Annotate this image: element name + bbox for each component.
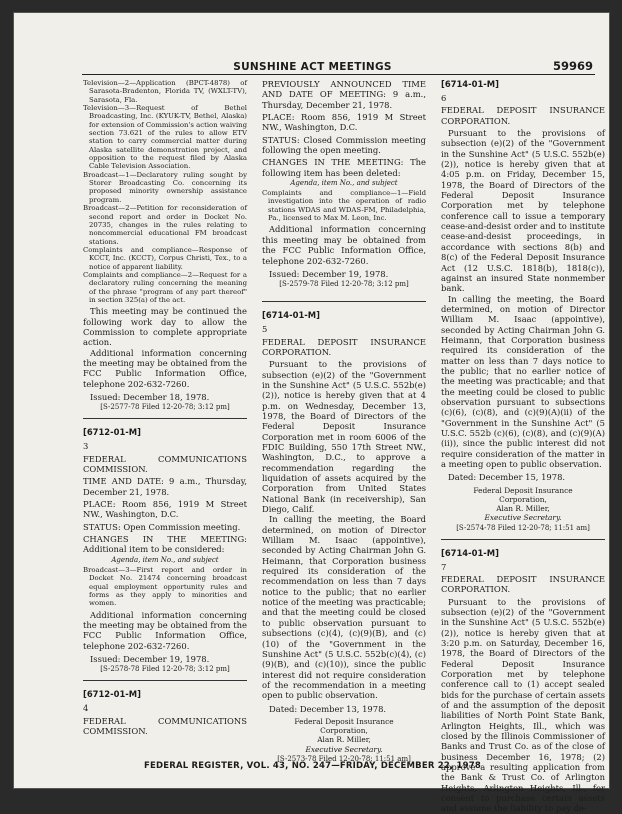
agency-word: COMMISSION. <box>83 725 148 736</box>
info-paragraph: Additional information concerning the meeting may be obtained from the FCC Public Information Office, telephone 202-632-7260. <box>83 609 247 651</box>
page-footer: FEDERAL REGISTER, VOL. 43, NO. 247—FRIDAY, DECEMBER 22, 1978 <box>143 761 482 771</box>
signature-block <box>441 486 605 523</box>
issued-date: Issued: December 18, 1978. <box>90 392 210 403</box>
agency-name: FEDERAL DEPOSIT INSURANCE CORPORATION. <box>441 573 605 595</box>
agenda-heading: Agenda, item No., and subject <box>111 555 219 564</box>
notice-divider <box>262 301 426 302</box>
item-number: 7 <box>441 561 447 572</box>
agenda-entry: Broadcast—1—Declaratory ruling sought by Storer Broadcasting Co. concerning its proposed minority ownership assistance program. <box>83 170 247 204</box>
agency-name <box>83 716 247 737</box>
filing-line: [S-2578-78 Filed 12-20-78; 3:12 pm] <box>100 665 230 674</box>
column-2 <box>262 79 426 764</box>
agency-name <box>83 454 247 475</box>
info-paragraph: Additional information concerning the meeting may be obtained from the FCC Public Information Office, telephone 202-632-7260. <box>83 347 247 389</box>
item-number: 3 <box>83 441 89 452</box>
column-3 <box>441 79 605 814</box>
signature-line: Corporation, <box>320 726 368 736</box>
agency-word: FEDERAL <box>83 453 126 464</box>
previous-time-and-date: PREVIOUSLY ANNOUNCED TIME AND DATE OF MEETING: 9 a.m., Thursday, December 21, 1978. <box>262 79 426 110</box>
column-1 <box>83 79 247 736</box>
notice-divider <box>441 539 605 540</box>
agenda-entry: Television—3—Request of Bethel Broadcasting, Inc. (KYUK-TV, Bethel, Alaska) for extension of Commission's action waiving section 73.621 of the rules to allow ETV station to carry commercial matter during Alaska satellite demonstration project, and opposition to the request filed by Alaska Cable Television Association. <box>83 104 247 171</box>
dated-line: Dated: December 15, 1978. <box>448 472 566 483</box>
info-paragraph: Additional information concerning this meeting may be obtained from the FCC Public Information Office, telephone 202-632-7260. <box>262 224 426 266</box>
agenda-heading: Agenda, item No., and subject <box>290 179 398 188</box>
continuation-paragraph: This meeting may be continued the following work day to allow the Commission to complete appropriate action. <box>83 306 247 348</box>
agenda-entry: Complaints and compliance—1—Field investigation into the operation of radio stations WDAS and WDAS-FM, Philadelphia, Pa., licensed to Max M. Leon, Inc. <box>262 189 426 223</box>
agenda-entry: Broadcast—2—Petition for reconsideration of second report and order in Docket No. 20735, changes in the rules relating to noncommercial educational FM broadcast stations. <box>83 204 247 246</box>
notice-paragraph: Pursuant to the provisions of subsection (e)(2) of the "Government in the Sunshine Act" (5 U.S.C. 552b(e)(2)), notice is hereby given that at 4:05 p.m. on Friday, December 15, 1978, the Board of Directors of the Federal Deposit Insurance Corporation met by telephone conference call to issue a temporary cease-and-desist order and to institute cease-and-desist proceedings, in accordance with sections 8(b) and 8(c) of the Federal Deposit Insurance Act (12 U.S.C. 1818(b), 1818(c)), against an insured State nonmember bank. <box>441 128 605 294</box>
docket-code: [6712-01-M] <box>83 689 141 700</box>
notice-divider <box>83 418 247 419</box>
agency-name: FEDERAL DEPOSIT INSURANCE CORPORATION. <box>262 336 426 357</box>
notice-paragraph: Pursuant to the provisions of subsection (e)(2) of the "Government in the Sunshine Act" (5 U.S.C. 552b(e)(2)), notice is hereby given that at 4 p.m. on Wednesday, December 13, 1978, the Board of Directors of the Federal Deposit Insurance Corporation met in room 6006 of the FDIC Building, 550 17th Street NW., Washington, D.C., to approve a recommendation regarding the liquidation of assets acquired by the Corporation from United States National Bank (in receivership), San Diego, Calif. <box>262 359 426 515</box>
filing-line: [S-2573-78 Filed 12-20-78; 11:51 am] <box>277 754 411 763</box>
notice-paragraph: Pursuant to the provisions of subsection (e)(2) of the "Government in the Sunshine Act" (5 U.S.C. 552b(e)(2)), notice is hereby given that at 3:20 p.m. on Saturday, December 16, 1978, the Board of Directors of the Federal Deposit Insurance Corporation met by telephone conference call to (1) accept sealed bids for the purchase of certain assets of and the assumption of the deposit liabilities of North Point State Bank, Arlington Heights, Ill., which was closed by the Illinois Commissioner of Banks and Trust Co. as of the close of business December 16, 1978; (2) approve a resulting application from the Bank & Trust Co. of Arlington Heights, Arlington Heights, Ill., for consent to purchase certain assets and assume the liability to pay de- <box>441 596 605 814</box>
docket-code: [6714-01-M] <box>441 547 499 558</box>
docket-code: [6714-01-M] <box>441 79 499 89</box>
section-heading: SUNSHINE ACT MEETINGS <box>233 61 392 73</box>
notice-paragraph: In calling the meeting, the Board determined, on motion of Director William M. Isaac (appointive), seconded by Acting Chairman John G. Heimann, that Corporation business required its consideration of the recommendation on less than 7 days notice to the public; that no earlier notice of the meeting was practicable; and that the meeting could be closed to public observation pursuant to subsections (c)(4), (c)(9)(B), and (c)(10) of the "Government in the Sunshine Act" (5 U.S.C. 552b(c)(4), (c)(9)(B), and (c)(10)), since the public interest did not require consideration of the recommendation in a meeting open to public observation. <box>262 514 426 701</box>
docket-code: [6714-01-M] <box>262 310 320 321</box>
agenda-entry: Broadcast—3—First report and order in Docket No. 21474 concerning broadcast equal employment opportunity rules and forms as they apply to minorities and women. <box>83 565 247 608</box>
agenda-entry: Complaints and compliance—2—Request for a declaratory ruling concerning the meaning of the phrase "program of any part thereof" in section 325(a) of the act. <box>83 270 247 304</box>
signature-line: Federal Deposit Insurance <box>473 485 573 495</box>
meeting-status: STATUS: Open Commission meeting. <box>83 521 241 532</box>
item-number: 4 <box>83 703 89 714</box>
signature-line: Alan R. Miller, <box>496 504 550 514</box>
signature-title: Executive Secretary. <box>305 744 383 754</box>
issued-date: Issued: December 19, 1978. <box>269 268 389 279</box>
agenda-entry: Television—2—Application (BPCT-4878) of Sarasota-Bradenton, Florida TV, (WXLT-TV), Sarasota, Fla. <box>83 79 247 104</box>
meeting-changes: CHANGES IN THE MEETING: The following item has been deleted: <box>262 157 426 178</box>
docket-code: [6712-01-M] <box>83 427 141 438</box>
item-number: 5 <box>262 324 268 335</box>
notice-paragraph: In calling the meeting, the Board determined, on motion of Director William M. Isaac (appointive), seconded by Acting Chairman John G. Heimann, that Corporation business required its consideration of the matter on less than 7 days notice to the public; that no earlier notice of the meeting was practicable; and that the meeting could be closed to public observation pursuant to subsections (c)(6), (c)(8), and (c)(9)(A)(ii) of the "Government in the Sunshine Act" (5 U.S.C. 552b (c)(6), (c)(8), and (c)(9)(A)(ii)), since the public interest did not require consideration of the matter in a meeting open to public observation. <box>441 293 605 470</box>
notice-divider <box>83 680 247 681</box>
agency-word: COMMISSION. <box>83 464 148 475</box>
signature-block <box>262 717 426 754</box>
filing-line: [S-2574-78 Filed 12-20-78; 11:51 am] <box>456 523 590 532</box>
meeting-place: PLACE: Room 856, 1919 M Street NW., Washington, D.C. <box>262 112 426 133</box>
agency-word: COMMUNICATIONS <box>158 715 247 726</box>
agenda-entry: Complaints and compliance—Response of KCCT, Inc. (KCCT), Corpus Christi, Tex., to a notice of apparent liability. <box>83 245 247 271</box>
issued-date: Issued: December 19, 1978. <box>90 653 210 664</box>
meeting-changes: CHANGES IN THE MEETING: Additional item to be considered: <box>83 534 247 555</box>
signature-line: Federal Deposit Insurance <box>294 716 394 726</box>
filing-line: [S-2577-78 Filed 12-20-78; 3:12 pm] <box>100 403 230 412</box>
dated-line: Dated: December 13, 1978. <box>269 703 387 714</box>
time-and-date: TIME AND DATE: 9 a.m., Thursday, December 21, 1978. <box>83 476 247 497</box>
signature-title: Executive Secretary. <box>484 513 562 523</box>
filing-line: [S-2579-78 Filed 12-20-78; 3:12 pm] <box>279 280 409 289</box>
signature-line: Corporation, <box>499 494 547 504</box>
agency-name: FEDERAL DEPOSIT INSURANCE CORPORATION. <box>441 105 605 126</box>
meeting-status: STATUS: Closed Commission meeting following the open meeting. <box>262 134 426 156</box>
meeting-place: PLACE: Room 856, 1919 M Street NW., Washington, D.C. <box>83 499 247 520</box>
signature-line: Alan R. Miller, <box>317 735 371 745</box>
page-number: 59969 <box>552 59 593 73</box>
header-rule <box>82 74 595 75</box>
item-number: 6 <box>441 93 447 103</box>
agency-word: COMMUNICATIONS <box>158 453 247 464</box>
agency-word: FEDERAL <box>83 715 126 726</box>
register-page <box>13 12 610 814</box>
